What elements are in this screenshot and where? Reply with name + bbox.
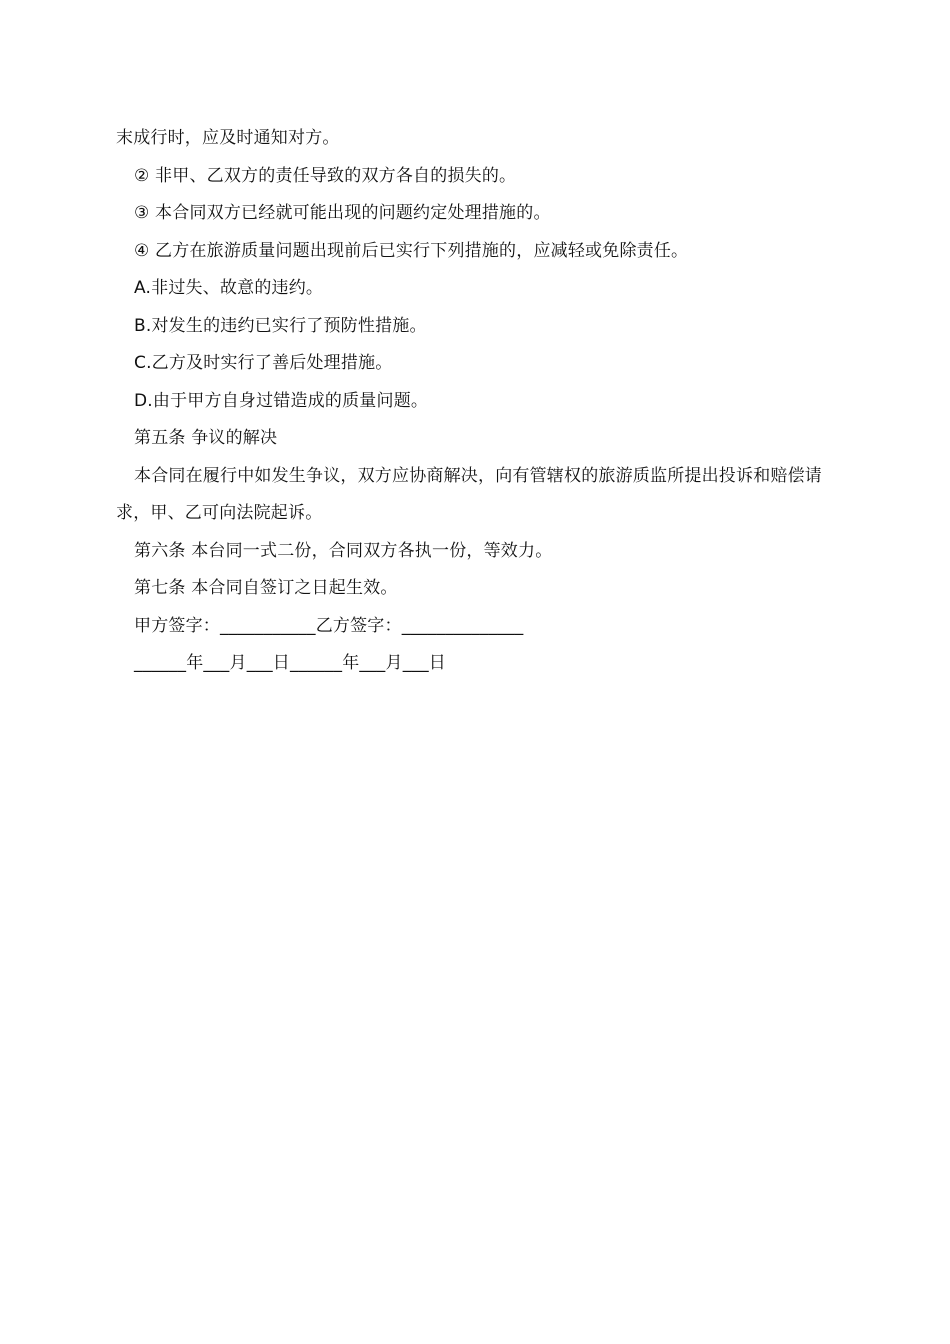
clause-item-3: ③ 本合同双方已经就可能出现的问题约定处理措施的。 — [134, 203, 551, 223]
clause-item-2: ② 非甲、乙双方的责任导致的双方各自的损失的。 — [134, 165, 517, 186]
document-body — [116, 120, 846, 683]
sub-item-b: B.对发生的违约已实行了预防性措施。 — [134, 315, 427, 336]
article-6: 第六条 本台同一式二份，合同双方各执一份，等效力。 — [134, 540, 553, 561]
line-notify-other-party: 末成行时，应及时通知对方。 — [116, 128, 340, 148]
sub-item-a: A.非过失、故意的违约。 — [134, 278, 324, 298]
article-7: 第七条 本合同自签订之日起生效。 — [134, 578, 398, 598]
clause-item-4: ④ 乙方在旅游质量问题出现前后已实行下列措施的，应减轻或免除责任。 — [134, 240, 689, 261]
sub-item-d: D.由于甲方自身过错造成的质量问题。 — [134, 390, 429, 411]
date-line: ______年___月___日______年___月___日 — [134, 653, 446, 673]
article-5-body: 本合同在履行中如发生争议，双方应协商解决，向有管辖权的旅游质监所提出投诉和赔偿请求，甲、乙可向法院起诉。 — [116, 465, 822, 523]
sub-item-c: C.乙方及时实行了善后处理措施。 — [134, 353, 393, 373]
article-5-heading: 第五条 争议的解决 — [134, 428, 278, 448]
signature-line: 甲方签字：___________乙方签字：______________ — [134, 615, 524, 636]
